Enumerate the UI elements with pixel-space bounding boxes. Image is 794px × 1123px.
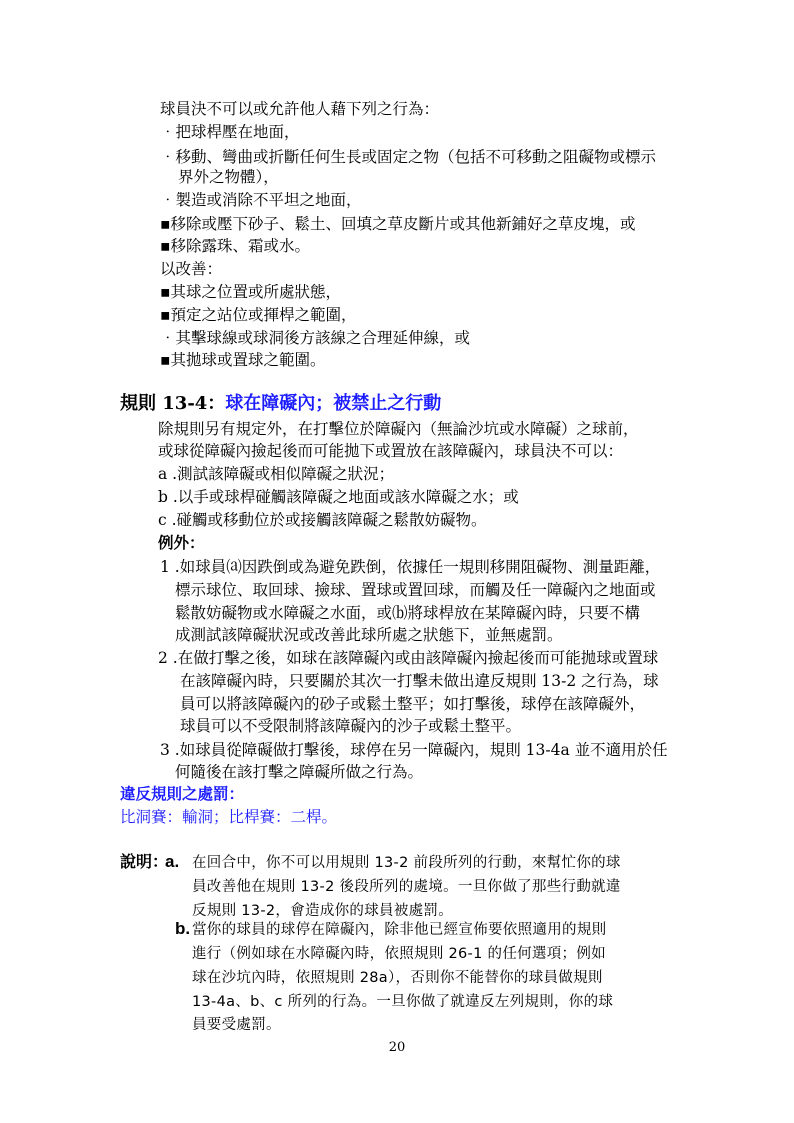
list-item: ▪移除或壓下砂子、鬆土、回填之草皮斷片或其他新鋪好之草皮塊，或 [160, 215, 636, 233]
list-item: ‧製造或消除不平坦之地面， [160, 191, 362, 209]
exception-line: 員可以將該障礙內的砂子或鬆土整平；如打擊後，球停在該障礙外， [180, 695, 646, 713]
note-a-line: 在回合中，你不可以用規則 13-2 前段所列的行動，來幫忙你的球 [192, 855, 621, 871]
note-a-label: a. [165, 852, 180, 871]
exception-line: 1 .如球員⒜因跌倒或為避免跌倒，依據任一規則移開阻礙物、測量距離， [160, 558, 661, 576]
rule-heading [120, 392, 441, 416]
rule-clause-a: a .測試該障礙或相似障礙之狀況； [158, 465, 395, 483]
exception-line: 鬆散妨礙物或水障礙之水面，或⒝將球桿放在某障礙內時，只要不構 [175, 604, 641, 622]
note-label: 說明： [120, 852, 169, 871]
rule-title: 球在障礙內；被禁止之行動 [225, 393, 442, 414]
list-item: ‧移動、彎曲或折斷任何生長或固定之物（包括不可移動之阻礙物或標示 [160, 148, 657, 166]
exception-line: 成測試該障礙狀況或改善此球所處之狀態下，並無處罰。 [175, 626, 563, 644]
note-b-line: 當你的球員的球停在障礙內，除非他已經宣佈要依照適用的規則 [192, 922, 607, 938]
exception-line: 何隨後在該打擊之障礙所做之行為。 [175, 763, 424, 781]
note-b-label: b. [175, 919, 191, 938]
exception-line: 球員可以不受限制將該障礙內的沙子或鬆土整平。 [180, 717, 522, 735]
list-item: ‧把球桿壓在地面， [160, 123, 300, 141]
rule-number: 規則 13-4： [120, 393, 226, 414]
penalty-text: 比洞賽：輸洞；比桿賽：二桿。 [120, 808, 338, 826]
rule-body-line: 或球從障礙內撿起後而可能拋下或置放在該障礙內，球員決不可以： [158, 442, 624, 460]
note-b-line: 13-4a、b、c 所列的行為。一旦你做了就違反左列規則，你的球 [192, 994, 614, 1010]
list-item: ‧其擊球線或球洞後方該線之合理延伸線，或 [160, 329, 471, 347]
page-number: 20 [388, 1040, 406, 1055]
note-b-line: 球在沙坑內時，依照規則 28a），否則你不能替你的球員做規則 [192, 970, 603, 986]
rule-clause-b: b .以手或球桿碰觸該障礙之地面或該水障礙之水；或 [158, 488, 519, 506]
note-b-line: 員要受處罰。 [192, 1017, 281, 1033]
note-b-line: 進行（例如球在水障礙內時，依照規則 26-1 的任何選項；例如 [192, 946, 606, 962]
exception-line: 3 .如球員從障礙做打擊後，球停在另一障礙內，規則 13-4a 並不適用於任 [160, 741, 668, 759]
list-item-continuation: 界外之物體）， [178, 168, 279, 186]
note-a-line: 員改善他在規則 13-2 後段所列的處境。一旦你做了那些行動就違 [192, 879, 621, 895]
intro-lead: 球員決不可以或允許他人藉下列之行為： [160, 100, 440, 118]
exception-line: 2 .在做打擊之後，如球在該障礙內或由該障礙內撿起後而可能拋球或置球 [158, 649, 659, 667]
note-a-line: 反規則 13-2，會造成你的球員被處罰。 [192, 903, 454, 919]
list-item: ▪其拋球或置球之範圍。 [160, 351, 326, 369]
exception-line: 在該障礙內時，只要關於其次一打擊未做出違反規則 13-2 之行為，球 [180, 672, 659, 690]
rule-body-line: 除規則另有規定外，在打擊位於障礙內（無論沙坑或水障礙）之球前， [158, 420, 639, 438]
exceptions-label: 例外： [158, 533, 205, 552]
penalty-label: 違反規則之處罰： [120, 784, 245, 803]
list-item: ▪其球之位置或所處狀態， [160, 283, 342, 301]
exception-line: 標示球位、取回球、撿球、置球或置回球，而觸及任一障礙內之地面或 [175, 581, 656, 599]
improve-lead: 以改善： [160, 260, 223, 278]
rule-clause-c: c .碰觸或移動位於或接觸該障礙之鬆散妨礙物。 [158, 511, 487, 529]
list-item: ▪預定之站位或揮桿之範圍， [160, 306, 357, 324]
list-item: ▪移除露珠、霜或水。 [160, 237, 311, 255]
